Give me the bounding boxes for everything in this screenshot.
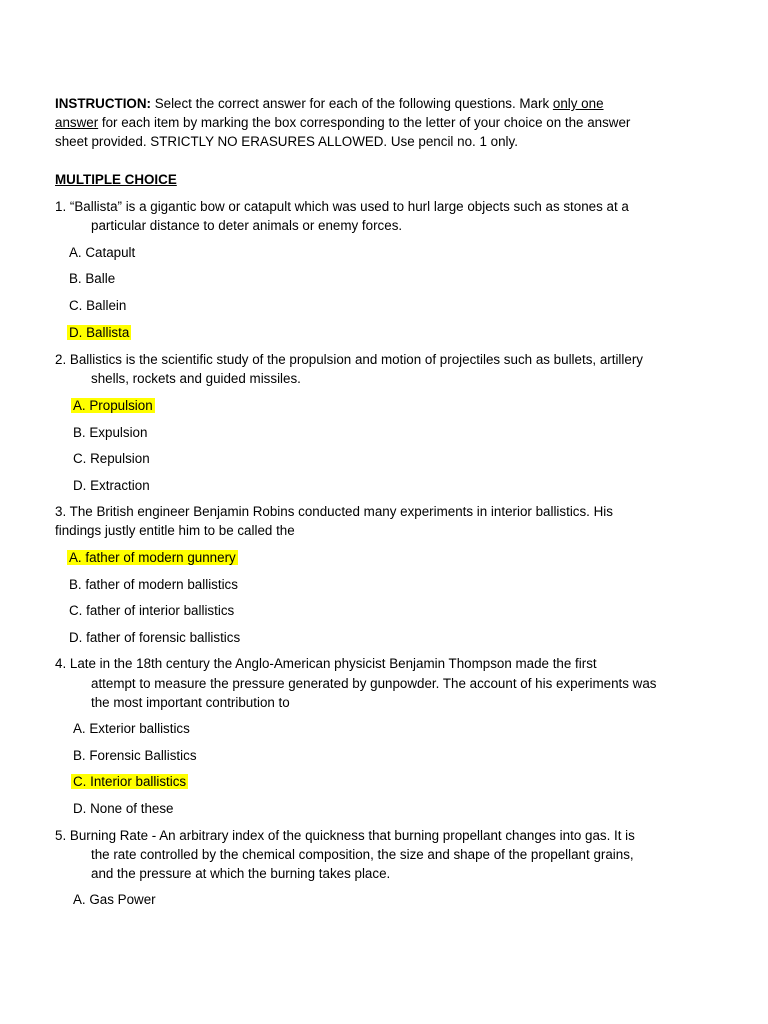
instruction-line-2 [55,113,695,132]
question-2-line-1: 2. Ballistics is the scientific study of the propulsion and motion of projectiles such as bullets, artillery [55,352,643,367]
question-4-line-2: attempt to measure the pressure generated by gunpowder. The account of his experiments was [91,676,657,691]
question-5-option-a: A. Gas Power [73,892,156,907]
instruction-emphasis-2: answer [55,115,99,130]
question-1-option-d [69,323,131,342]
question-3-option-b: B. father of modern ballistics [69,577,238,592]
instruction-line-1 [55,94,695,113]
question-1-line-1: 1. “Ballista” is a gigantic bow or catapult which was used to hurl large objects such as stones at a [55,199,629,214]
question-1-line-2: particular distance to deter animals or enemy forces. [91,218,403,233]
highlighted-answer: A. father of modern gunnery [69,550,236,565]
section-heading: MULTIPLE CHOICE [55,172,177,187]
question-1-option-b: B. Balle [69,271,116,286]
instruction-block [55,94,695,151]
question-2-option-a [73,396,155,415]
instruction-emphasis-1: only one [552,96,604,111]
question-1-option-c: C. Ballein [69,298,127,313]
question-4-line-3: the most important contribution to [91,695,290,710]
instruction-label: INSTRUCTION: [55,96,151,111]
highlighted-answer: D. Ballista [69,325,130,340]
question-4-option-a: A. Exterior ballistics [73,721,190,736]
highlighted-answer: C. Interior ballistics [73,774,187,789]
question-1-option-a: A. Catapult [69,245,136,260]
question-2-option-c: C. Repulsion [73,451,150,466]
question-5-line-2: the rate controlled by the chemical composition, the size and shape of the propellant grains, [91,847,634,862]
question-2-option-d: D. Extraction [73,478,150,493]
question-4-option-b: B. Forensic Ballistics [73,748,197,763]
question-5-line-1: 5. Burning Rate - An arbitrary index of the quickness that burning propellant changes into gas. It is [55,828,635,843]
question-4-option-c [73,772,188,791]
instruction-text-2: for each item by marking the box corresponding to the letter of your choice on the answer [98,115,631,130]
question-3-option-c: C. father of interior ballistics [69,603,235,618]
question-2-option-b: B. Expulsion [73,425,148,440]
question-3-line-2: findings justly entitle him to be called the [55,523,295,538]
instruction-text-1: Select the correct answer for each of the following questions. Mark [150,96,553,111]
instruction-line-3: sheet provided. STRICTLY NO ERASURES ALLOWED. Use pencil no. 1 only. [55,134,518,149]
question-3-option-a [69,548,238,567]
question-2-line-2: shells, rockets and guided missiles. [91,371,301,386]
highlighted-answer: A. Propulsion [73,398,153,413]
question-3-option-d: D. father of forensic ballistics [69,630,241,645]
question-5-line-3: and the pressure at which the burning takes place. [91,866,391,881]
question-4-line-1: 4. Late in the 18th century the Anglo-American physicist Benjamin Thompson made the first [55,656,597,671]
question-3-line-1: 3. The British engineer Benjamin Robins conducted many experiments in interior ballistics. His [55,504,613,519]
question-4-option-d: D. None of these [73,801,174,816]
